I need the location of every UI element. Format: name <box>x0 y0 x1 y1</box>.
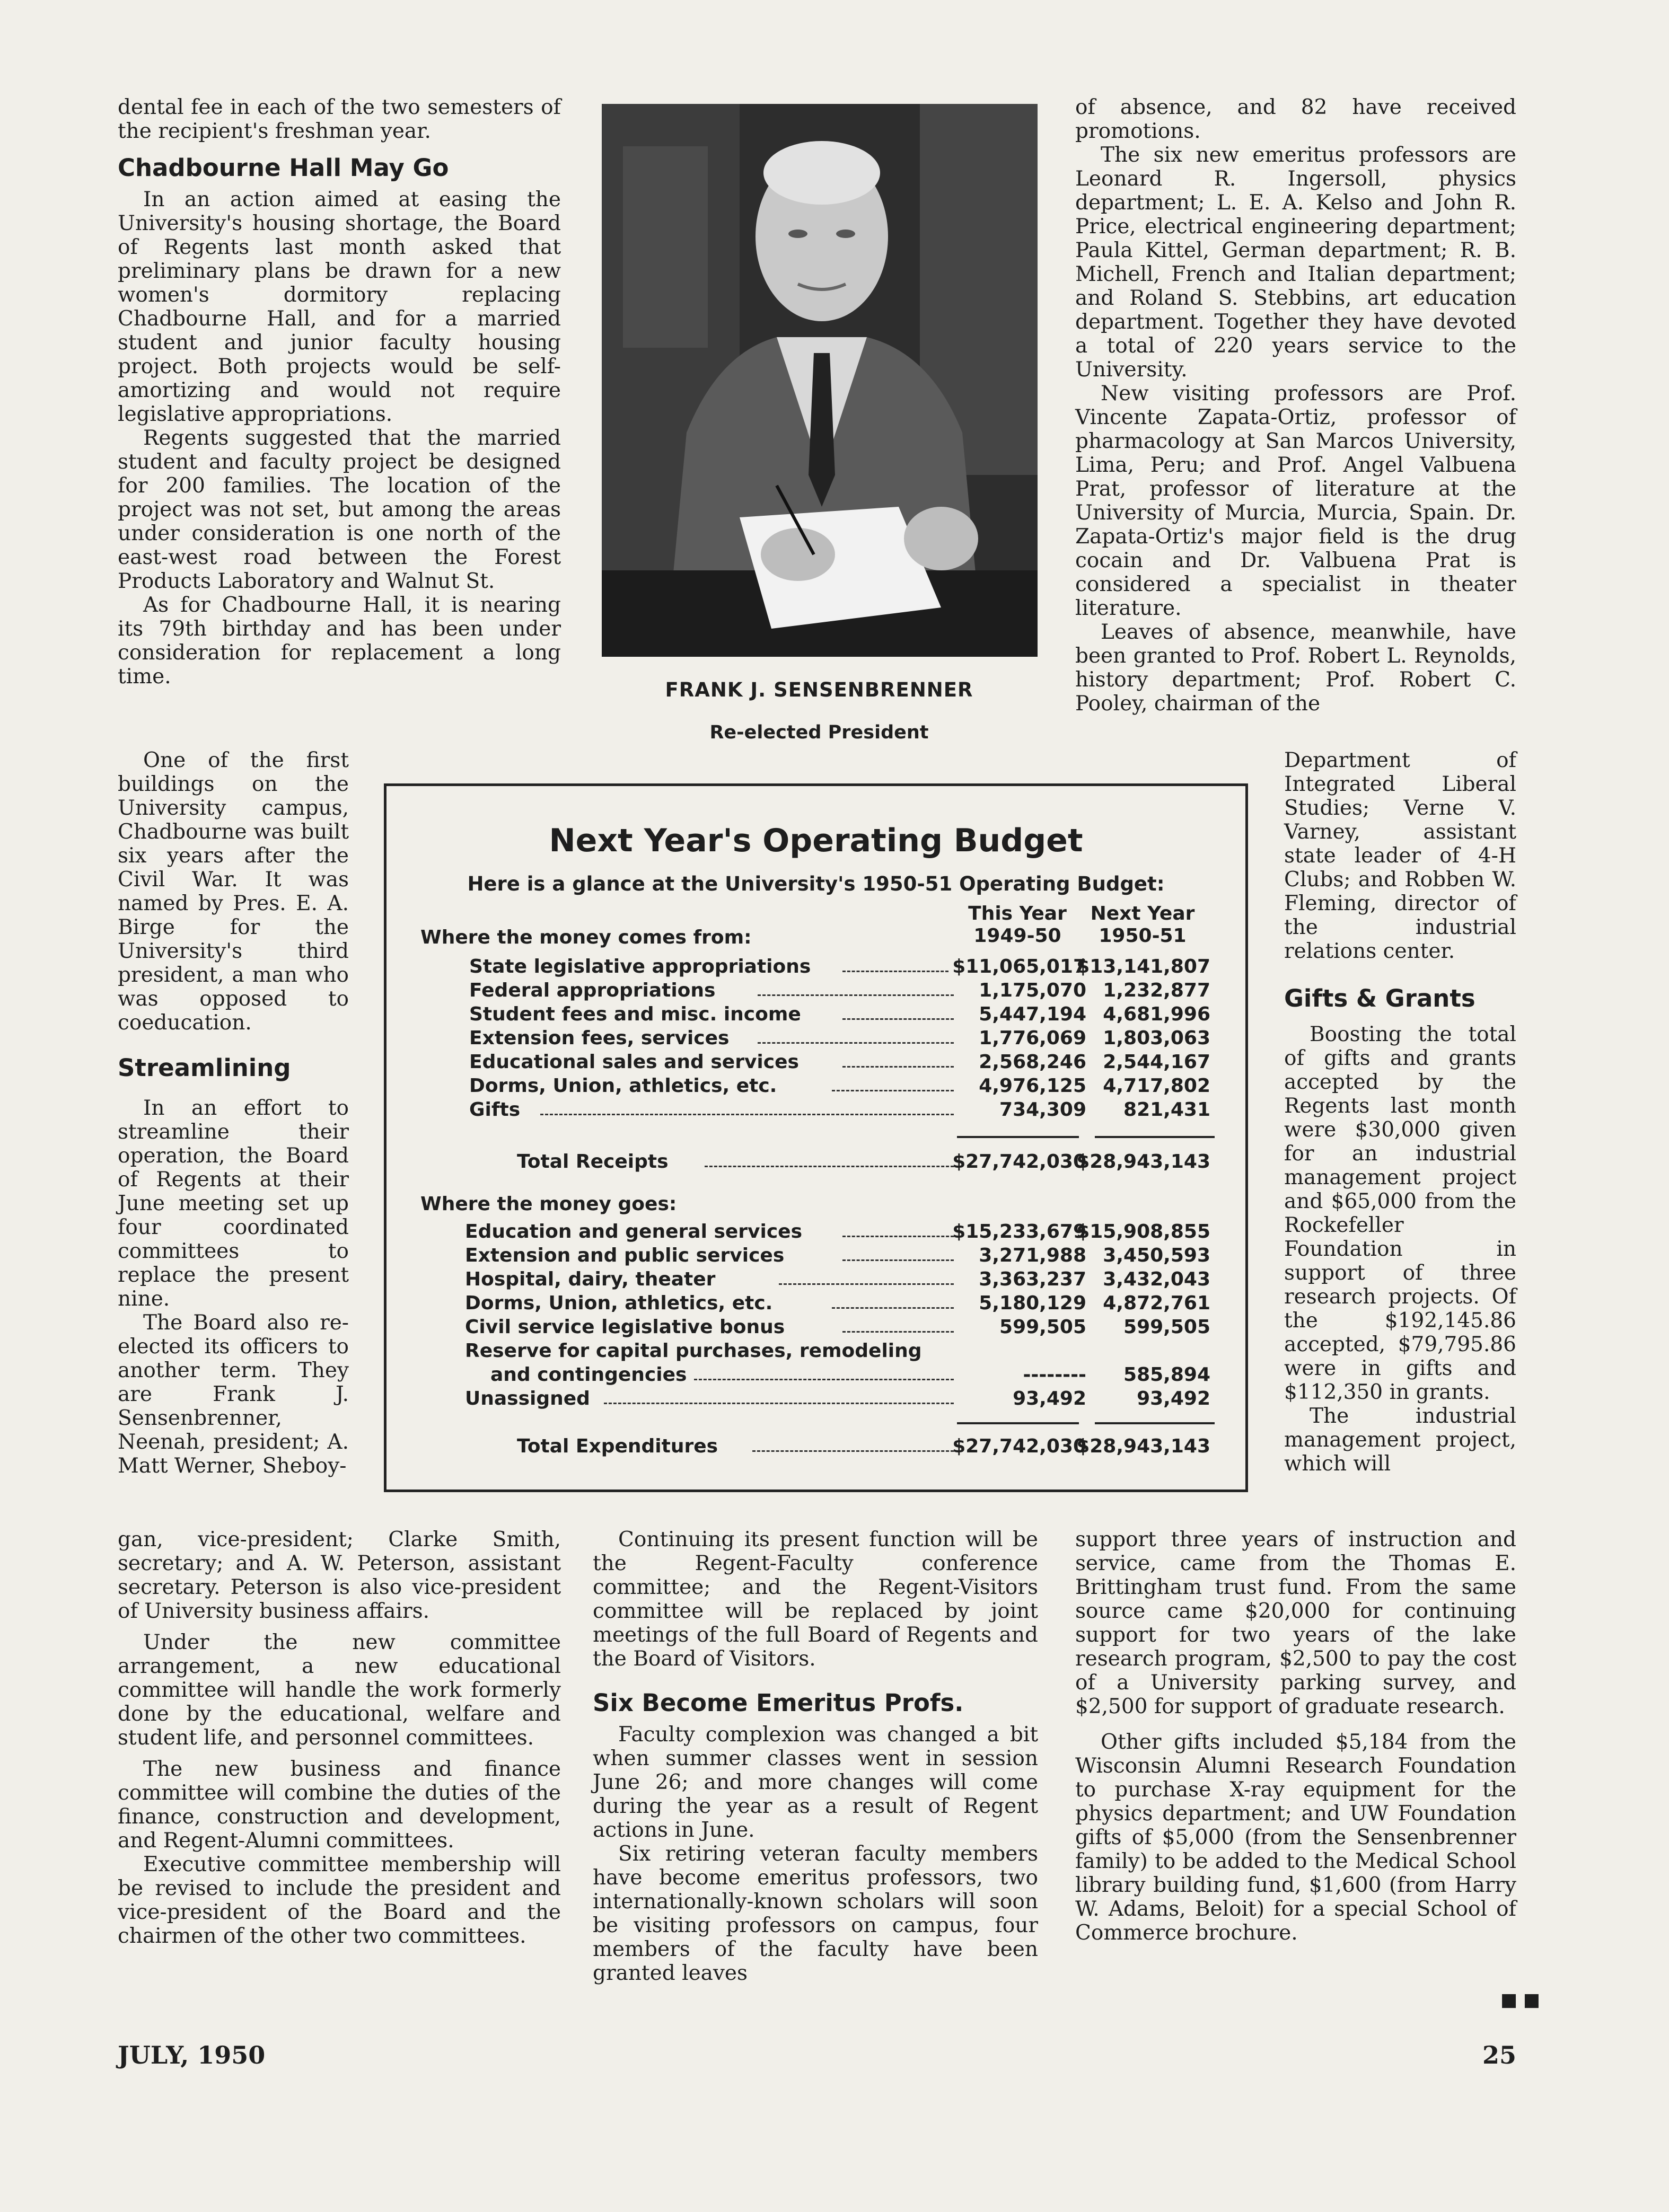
row-this-year: 3,363,237 <box>979 1268 1086 1290</box>
row-next-year: 93,492 <box>1137 1388 1210 1409</box>
row-this-year: 4,976,125 <box>979 1075 1086 1097</box>
heading-streamlining: Streamlining <box>118 1054 291 1082</box>
row-label: Student fees and misc. income <box>469 1003 801 1025</box>
heading-gifts-grants: Gifts & Grants <box>1284 984 1475 1012</box>
budget-title: Next Year's Operating Budget <box>549 822 1083 859</box>
income-row <box>386 1003 1245 1027</box>
paragraph: dental fee in each of the two semesters of the recipient's freshman year. <box>118 95 561 143</box>
expense-row <box>386 1292 1245 1316</box>
paragraph: The Board also re-elected its officers to another term. They are Frank J. Sensenbrenner, Neenah, president; A. Matt Werner, Sheboy- <box>118 1311 349 1478</box>
expense-heading: Where the money goes: <box>420 1193 677 1215</box>
next-year-header <box>1074 903 1211 947</box>
paragraph: gan, vice-president; Clarke Smith, secretary; and A. W. Peterson, assistant secretary. Peterson is also vice-president of University business affairs. <box>118 1528 561 1623</box>
expense-row <box>386 1245 1245 1268</box>
paragraph: Regents suggested that the married student and faculty project be designed for 200 families. The location of the project was not set, but among the areas under consideration is one north of the east-west road between the Forest Products Laboratory and Walnut St. <box>118 426 561 593</box>
row-this-year: 5,447,194 <box>979 1003 1086 1025</box>
row-label: Educational sales and services <box>469 1051 799 1073</box>
row-next-year: 2,544,167 <box>1103 1051 1210 1073</box>
paragraph: Leaves of absence, meanwhile, have been granted to Prof. Robert L. Reynolds, history department; Prof. Robert C. Pooley, chairman of the <box>1075 620 1516 716</box>
row-next-year: 4,717,802 <box>1103 1075 1210 1097</box>
paragraph: Continuing its present function will be the Regent-Faculty conference committee; and the Regent-Visitors committee will be replaced by joint meetings of the full Board of Regents and the Board of Visitors. <box>593 1528 1038 1671</box>
row-label: State legislative appropriations <box>469 956 811 977</box>
row-label: Total Expenditures <box>517 1435 718 1457</box>
row-label: Reserve for capital purchases, remodeling <box>465 1340 922 1362</box>
income-row <box>386 1099 1245 1122</box>
paragraph: support three years of instruction and service, came from the Thomas E. Brittingham trust fund. From the same source came $20,000 for continuing support for two years of the lake research program, $2,500 to pay the cost of a University parking survey, and $2,500 for support of graduate research. <box>1075 1528 1516 1719</box>
column-2-bottom <box>593 1528 1038 1985</box>
this-year-years: 1949-50 <box>973 925 1061 947</box>
row-this-year: -------- <box>1023 1364 1086 1386</box>
page-number: 25 <box>1482 2041 1517 2069</box>
photo-caption-name: FRANK J. SENSENBRENNER <box>665 678 973 701</box>
column-1-narrow <box>118 748 349 1478</box>
row-this-year: 3,271,988 <box>979 1245 1086 1266</box>
photo-caption-title: Re-elected President <box>709 722 929 743</box>
paragraph: The industrial management project, which will <box>1284 1404 1516 1476</box>
row-this-year: $15,233,679 <box>952 1221 1086 1242</box>
row-next-year: 821,431 <box>1123 1099 1210 1121</box>
paragraph: In an action aimed at easing the University's housing shortage, the Board of Regents last month asked that preliminary plans be drawn for a new women's dormitory replacing Chadbourne Hall, and for a married student and junior faculty housing project. Both projects would be self-amortizing and would not require legislative appropriations. <box>118 188 561 426</box>
row-next-year: 3,432,043 <box>1103 1268 1210 1290</box>
paragraph: As for Chadbourne Hall, it is nearing its 79th birthday and has been under consideration for replacement a long time. <box>118 593 561 689</box>
row-this-year: $27,742,030 <box>952 1151 1086 1173</box>
president-photo <box>602 104 1038 657</box>
row-label: Dorms, Union, athletics, etc. <box>469 1075 777 1097</box>
row-label: Total Receipts <box>517 1151 669 1173</box>
this-year-header <box>948 903 1086 947</box>
row-this-year: 599,505 <box>999 1316 1086 1338</box>
row-label: and contingencies <box>490 1364 687 1386</box>
row-next-year: 585,894 <box>1123 1364 1210 1386</box>
row-next-year: 1,232,877 <box>1103 980 1210 1001</box>
paragraph: The new business and finance committee will combine the duties of the finance, construction and development, and Regent-Alumni committees. <box>118 1757 561 1853</box>
row-label: Unassigned <box>465 1388 590 1409</box>
row-this-year: 5,180,129 <box>979 1292 1086 1314</box>
heading-chadbourne: Chadbourne Hall May Go <box>118 154 449 182</box>
paragraph: In an effort to streamline their operation, the Board of Regents at their June meeting set up four coordinated committees to replace the present nine. <box>118 1096 349 1311</box>
row-this-year: $11,065,017 <box>952 956 1086 977</box>
row-next-year: $13,141,807 <box>1076 956 1210 977</box>
row-this-year: 2,568,246 <box>979 1051 1086 1073</box>
reserve-line <box>386 1340 1245 1363</box>
row-label: Extension and public services <box>465 1245 785 1266</box>
row-label: Dorms, Union, athletics, etc. <box>465 1292 773 1314</box>
row-this-year: $27,742,030 <box>952 1435 1086 1457</box>
row-label: Education and general services <box>465 1221 803 1242</box>
paragraph: Six retiring veteran faculty members have become emeritus professors, two internationally-known scholars will soon be visiting professors on campus, four members of the faculty have been granted leaves <box>593 1842 1038 1985</box>
next-year-years: 1950-51 <box>1099 925 1187 947</box>
portrait-image <box>602 104 1038 657</box>
row-this-year: 734,309 <box>999 1099 1086 1121</box>
end-mark: ■ ■ <box>1500 1989 1541 2011</box>
income-row <box>386 1075 1245 1098</box>
expense-row <box>386 1316 1245 1339</box>
paragraph: Executive committee membership will be revised to include the president and vice-president of the Board and the chairmen of the other two committees. <box>118 1853 561 1948</box>
row-next-year: 599,505 <box>1123 1316 1210 1338</box>
paragraph: The six new emeritus professors are Leonard R. Ingersoll, physics department; L. E. A. Kelso and John R. Price, electrical engineering department; Paula Kittel, German department; R. B. Michell, French and Italian department; and Roland S. Stebbins, art education department. Together they have devoted a total of 220 years service to the University. <box>1075 143 1516 382</box>
row-label: Hospital, dairy, theater <box>465 1268 716 1290</box>
total-receipts-row <box>386 1151 1245 1174</box>
income-row <box>386 1051 1245 1074</box>
paragraph: New visiting professors are Prof. Vincente Zapata-Ortiz, professor of pharmacology at San Marcos University, Lima, Peru; and Prof. Angel Valbuena Prat, professor of literature at the University of Murcia, Murcia, Spain. Dr. Zapata-Ortiz's major field is the drug cocain and Dr. Valbuena Prat is considered a specialist in theater literature. <box>1075 382 1516 620</box>
column-3-bottom <box>1075 1528 1516 1945</box>
expense-row <box>386 1388 1245 1411</box>
paragraph: Boosting the total of gifts and grants accepted by the Regents last month were $30,000 given for an industrial management project and $65,000 from the Rockefeller Foundation in support of three research projects. Of the $192,145.86 accepted, $79,795.86 were in gifts and $112,350 in grants. <box>1284 1023 1516 1404</box>
row-next-year: $15,908,855 <box>1076 1221 1210 1242</box>
issue-date: JULY, 1950 <box>118 2041 266 2069</box>
row-next-year: $28,943,143 <box>1076 1435 1210 1457</box>
total-expenditures-row <box>386 1435 1245 1459</box>
expense-row <box>386 1364 1245 1387</box>
column-1-top <box>118 95 561 689</box>
row-this-year: 93,492 <box>1013 1388 1086 1409</box>
paragraph: One of the first buildings on the University campus, Chadbourne was built six years after the Civil War. It was named by Pres. E. A. Birge for the University's third president, a man who was opposed to coeducation. <box>118 748 349 1035</box>
row-next-year: 4,872,761 <box>1103 1292 1210 1314</box>
row-next-year: 4,681,996 <box>1103 1003 1210 1025</box>
income-row <box>386 1027 1245 1051</box>
row-label: Gifts <box>469 1099 521 1121</box>
heading-emeritus: Six Become Emeritus Profs. <box>593 1689 964 1717</box>
paragraph: Other gifts included $5,184 from the Wisconsin Alumni Research Foundation to purchase X-ray equipment for the physics department; and UW Foundation gifts of $5,000 (from the Sensenbrenner family) to be added to the Medical School library building fund, $1,600 (from Harry W. Adams, Beloit) for a special School of Commerce brochure. <box>1075 1730 1516 1945</box>
income-row <box>386 980 1245 1003</box>
paragraph: Under the new committee arrangement, a new educational committee will handle the work formerly done by the educational, welfare and student life, and personnel committees. <box>118 1631 561 1750</box>
column-3-narrow <box>1284 748 1516 1476</box>
column-1-bottom <box>118 1528 561 1948</box>
row-next-year: 3,450,593 <box>1103 1245 1210 1266</box>
row-next-year: 1,803,063 <box>1103 1027 1210 1049</box>
row-this-year: 1,175,070 <box>979 980 1086 1001</box>
expense-row <box>386 1268 1245 1292</box>
row-label: Federal appropriations <box>469 980 716 1001</box>
paragraph: of absence, and 82 have received promotions. <box>1075 95 1516 143</box>
next-year-label: Next Year <box>1090 903 1195 924</box>
income-heading: Where the money comes from: <box>420 927 752 948</box>
row-next-year: $28,943,143 <box>1076 1151 1210 1173</box>
this-year-label: This Year <box>968 903 1067 924</box>
row-label: Civil service legislative bonus <box>465 1316 785 1338</box>
row-this-year: 1,776,069 <box>979 1027 1086 1049</box>
expense-row <box>386 1221 1245 1244</box>
income-row <box>386 956 1245 979</box>
column-3-top <box>1075 95 1516 716</box>
budget-table-box <box>384 783 1248 1492</box>
paragraph: Department of Integrated Liberal Studies; Verne V. Varney, assistant state leader of 4-H Clubs; and Robben W. Fleming, director of the industrial relations center. <box>1284 748 1516 963</box>
budget-subtitle: Here is a glance at the University's 1950-51 Operating Budget: <box>467 873 1165 895</box>
paragraph: Faculty complexion was changed a bit when summer classes went in session June 26; and more changes will come during the year as a result of Regent actions in June. <box>593 1723 1038 1842</box>
row-label: Extension fees, services <box>469 1027 730 1049</box>
